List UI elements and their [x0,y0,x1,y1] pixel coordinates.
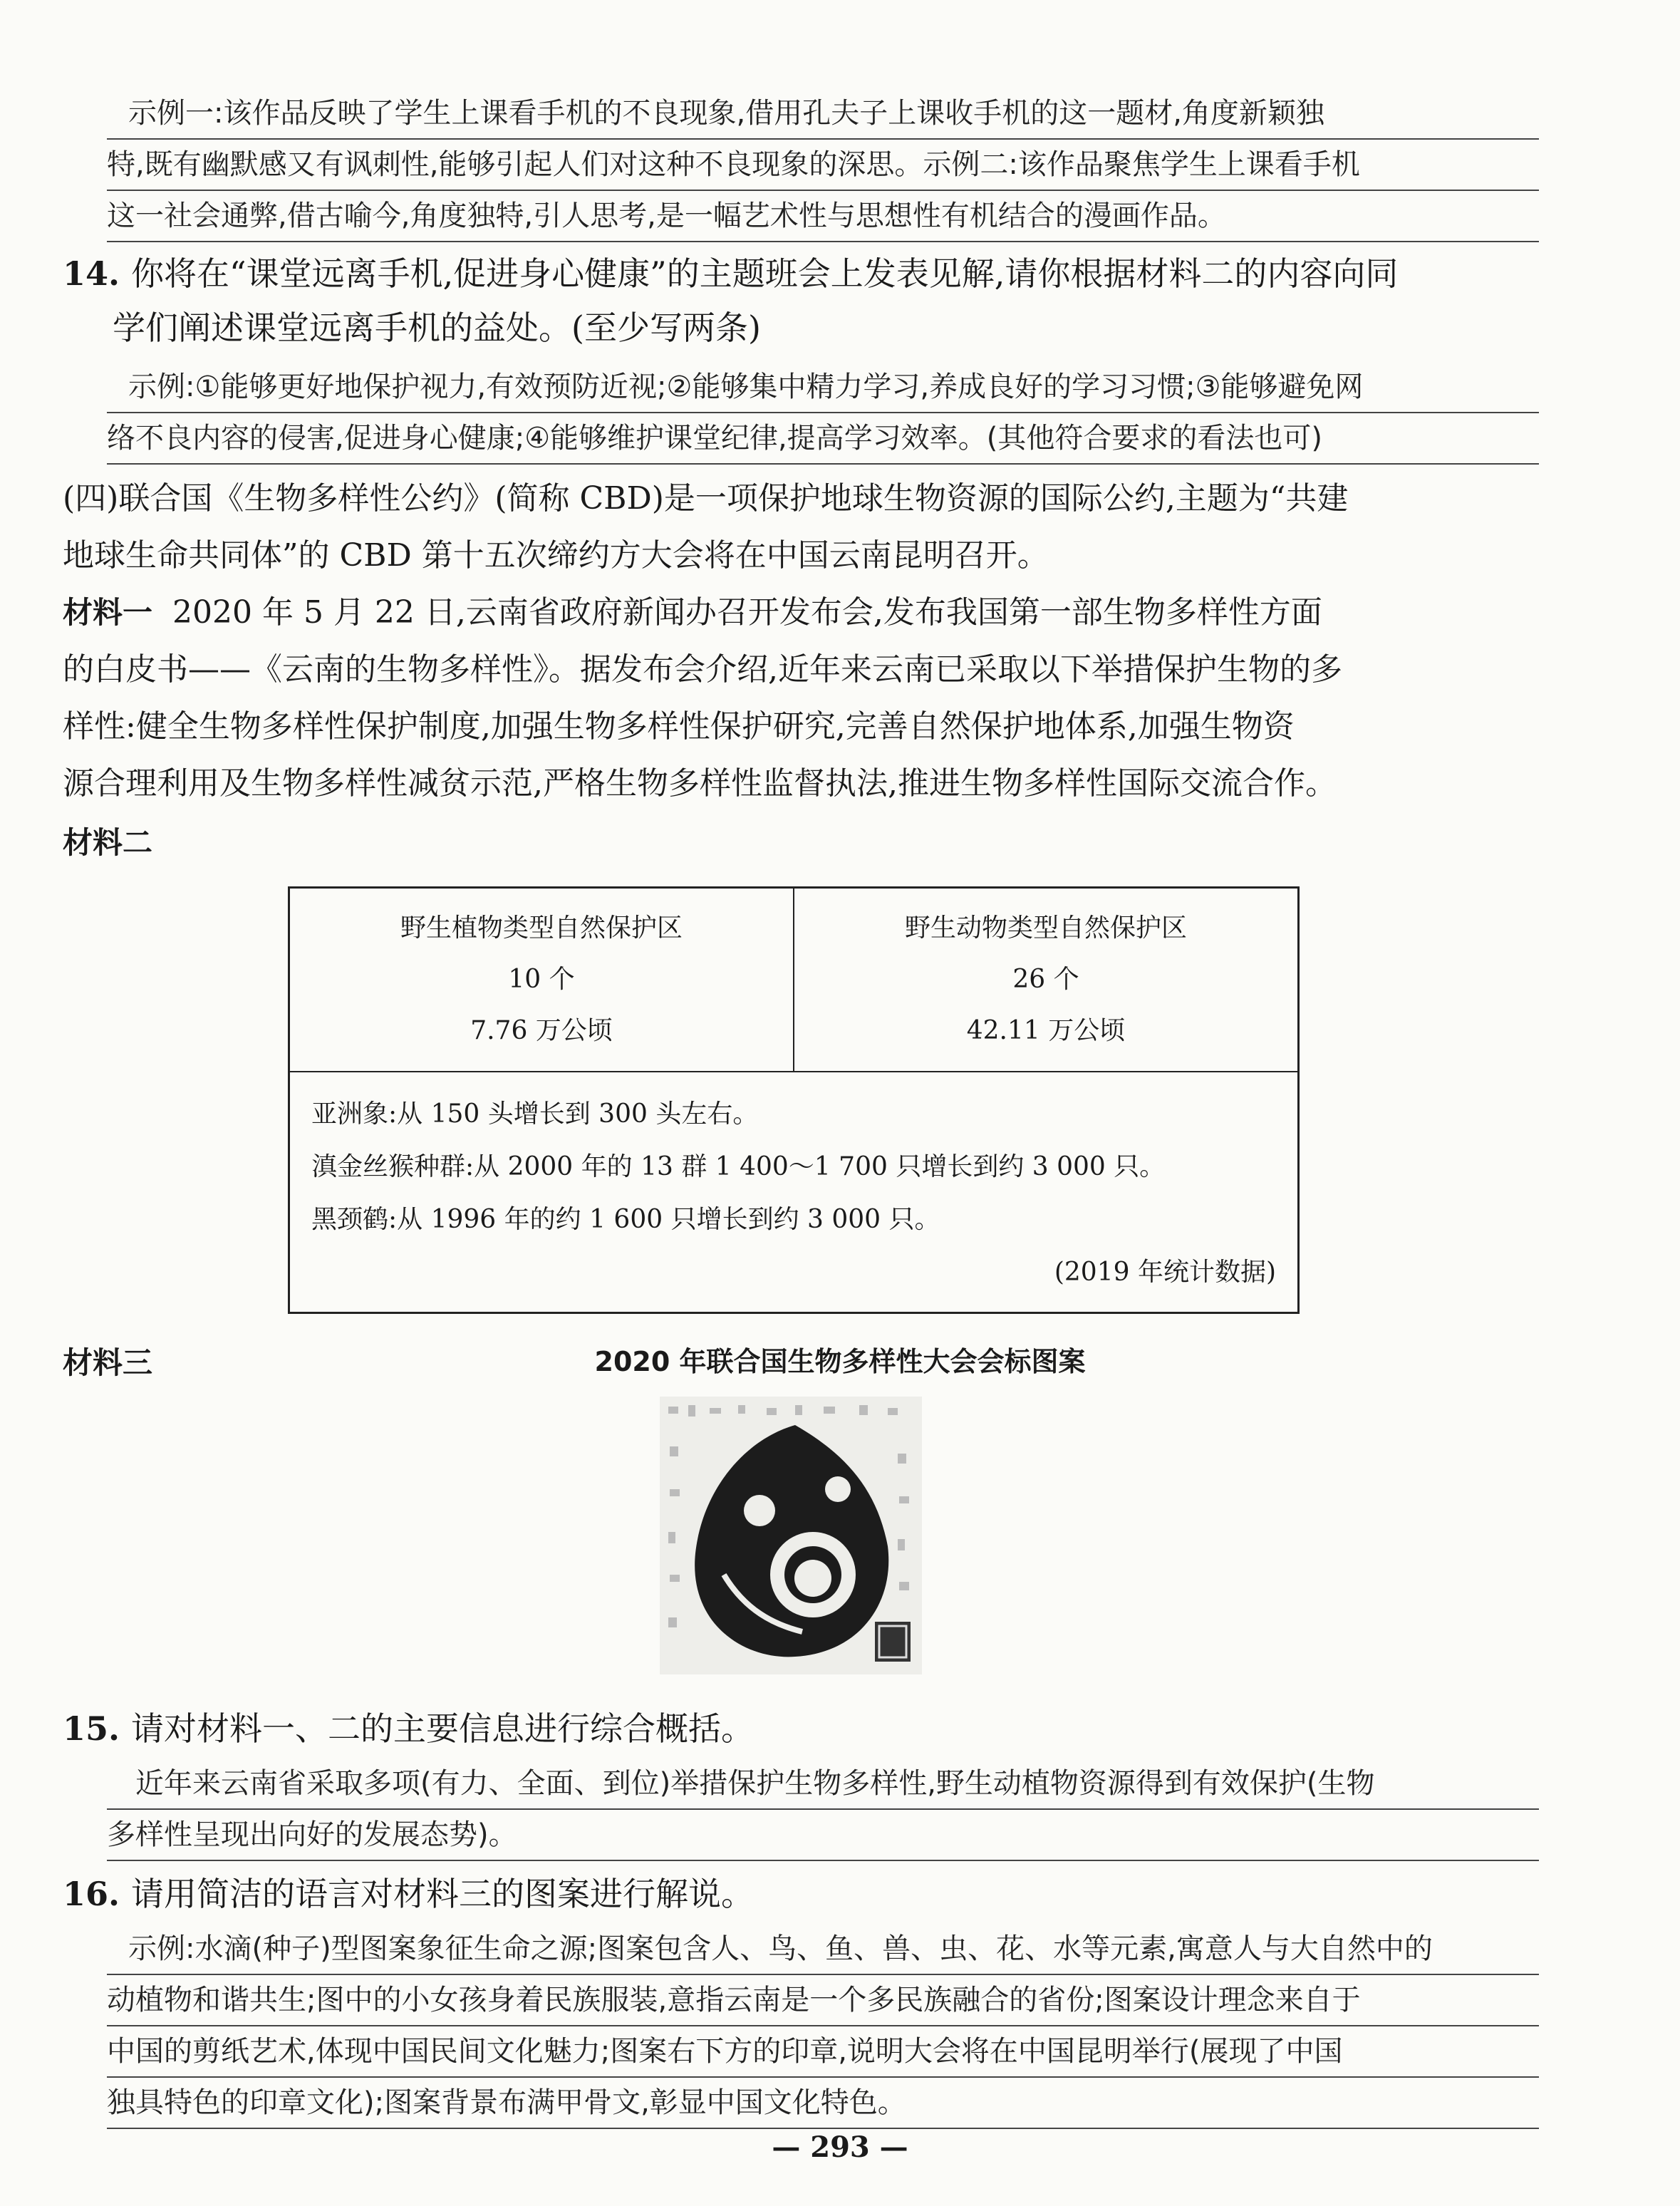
question-text: 学们阐述课堂远离手机的益处。(至少写两条) [113,309,761,347]
answer-line: 这一社会通弊,借古喻今,角度独特,引人思考,是一幅艺术性与思想性有机结合的漫画作品。 [107,191,1539,242]
question-15 [63,1702,1616,1756]
material-line: 样性:健全生物多样性保护制度,加强生物多样性保护研究,完善自然保护地体系,加强生物资 [63,708,1295,745]
species-row: 亚洲象:从 150 头增长到 300 头左右。 [311,1099,759,1129]
species-row: 黑颈鹤:从 1996 年的约 1 600 只增长到约 3 000 只。 [311,1205,940,1234]
question-16 [63,1867,1616,1921]
plant-reserve-title: 野生植物类型自然保护区 [400,913,683,943]
answer-line: 动植物和谐共生;图中的小女孩身着民族服装,意指云南是一个多民族融合的省份;图案设计理念来自于 [107,1975,1539,2026]
material-3-label: 材料三 [63,1345,153,1380]
material-label: 材料一 [63,595,153,630]
answer-line: 特,既有幽默感又有讽刺性,能够引起人们对这种不良现象的深思。示例二:该作品聚焦学生上课看手机 [107,140,1539,191]
animal-reserve-count: 26 个 [1012,965,1079,994]
question-number: 15. [63,1709,120,1748]
plant-reserve-count: 10 个 [508,965,575,994]
question-text: 你将在“课堂远离手机,促进身心健康”的主题班会上发表见解,请你根据材料二的内容向同 [131,254,1399,293]
answer-14 [107,362,1539,465]
material-text: 2020 年 5 月 22 日,云南省政府新闻办召开发布会,发布我国第一部生物多样性方面 [172,594,1322,631]
answer-line: 近年来云南省采取多项(有力、全面、到位)举措保护生物多样性,野生动植物资源得到有效保护(生物 [107,1759,1539,1810]
answer-13 [107,88,1539,242]
material-1 [63,584,1659,812]
conference-logo [660,1397,922,1674]
species-growth-cell [289,1072,1299,1313]
plant-reserve-cell [289,888,794,1072]
animal-reserve-cell [794,888,1299,1072]
data-source-note: (2019 年统计数据) [1054,1258,1276,1287]
reserve-data-table [288,886,1300,1314]
answer-line: 示例:①能够更好地保护视力,有效预防近视;②能够集中精力学习,养成良好的学习习惯;③能够避免网 [107,362,1539,413]
material-line: 源合理利用及生物多样性减贫示范,严格生物多样性监督执法,推进生物多样性国际交流合作。 [63,765,1337,802]
question-text: 请用简洁的语言对材料三的图案进行解说。 [131,1875,755,1913]
question-text: 请对材料一、二的主要信息进行综合概括。 [131,1709,755,1748]
section-line: 地球生命共同体”的 CBD 第十五次缔约方大会将在中国云南昆明召开。 [63,537,1049,574]
species-row: 滇金丝猴种群:从 2000 年的 13 群 1 400～1 700 只增长到约 3 000 只。 [311,1152,1166,1181]
logo-caption: 2020 年联合国生物多样性大会会标图案 [594,1346,1086,1377]
page-number: — 293 — [772,2130,908,2164]
answer-line: 示例:水滴(种子)型图案象征生命之源;图案包含人、鸟、鱼、兽、虫、花、水等元素,寓意人与大自然中的 [107,1924,1539,1975]
material-2-label: 材料二 [63,825,153,860]
section-4-intro [63,470,1630,584]
animal-reserve-area: 42.11 万公顷 [966,1016,1126,1045]
answer-line: 独具特色的印章文化);图案背景布满甲骨文,彰显中国文化特色。 [107,2078,1539,2129]
plant-reserve-area: 7.76 万公顷 [470,1016,613,1045]
answer-line: 络不良内容的侵害,促进身心健康;④能够维护课堂纪律,提高学习效率。(其他符合要求的看法也可) [107,413,1539,465]
answer-16 [107,1924,1539,2129]
question-number: 16. [63,1875,120,1913]
section-line: (四)联合国《生物多样性公约》(简称 CBD)是一项保护地球生物资源的国际公约,主题为“共建 [63,480,1349,517]
answer-line: 示例一:该作品反映了学生上课看手机的不良现象,借用孔夫子上课收手机的这一题材,角度新颖独 [107,88,1539,140]
material-line [63,584,1659,641]
question-14 [63,247,1616,355]
answer-line: 多样性呈现出向好的发展态势)。 [107,1810,1539,1861]
animal-reserve-title: 野生动物类型自然保护区 [904,913,1187,943]
answer-line: 中国的剪纸艺术,体现中国民间文化魅力;图案右下方的印章,说明大会将在中国昆明举行(展现了中国 [107,2026,1539,2078]
answer-15 [107,1759,1539,1861]
material-line: 的白皮书——《云南的生物多样性》。据发布会介绍,近年来云南已采取以下举措保护生物的多 [63,651,1342,688]
question-number: 14. [63,254,120,293]
